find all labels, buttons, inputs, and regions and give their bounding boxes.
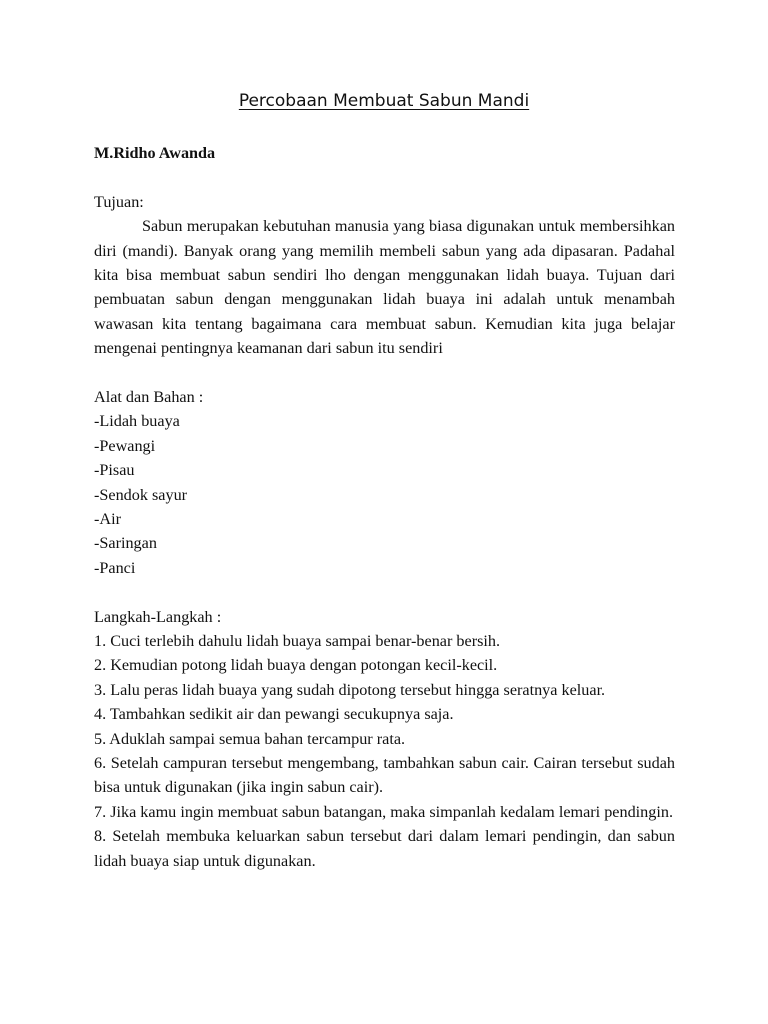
material-item: -Sendok sayur — [94, 485, 188, 504]
steps-heading: Langkah-Langkah : — [94, 607, 222, 626]
document-title-text: Percobaan Membuat Sabun Mandi — [238, 91, 530, 111]
document-title — [0, 88, 768, 114]
purpose-heading: Tujuan: — [94, 192, 144, 211]
step-item: 8. Setelah membuka keluarkan sabun tersebut dari dalam lemari pendingin, dan sabun lidah buaya siap untuk digunakan. — [94, 827, 675, 870]
step-item: 5. Aduklah sampai semua bahan tercampur rata. — [94, 729, 406, 748]
materials-heading: Alat dan Bahan : — [94, 388, 204, 406]
step-item: 1. Cuci terlebih dahulu lidah buaya sampai benar-benar bersih. — [94, 631, 501, 650]
step-item: 4. Tambahkan sedikit air dan pewangi secukupnya saja. — [94, 705, 454, 724]
purpose-paragraph: Sabun merupakan kebutuhan manusia yang biasa digunakan untuk membersihkan diri (mandi). Banyak orang yang memilih membeli sabun yang ada dipasaran. Padahal kita bisa membuat sabun sendiri lho dengan menggunakan lidah buaya. Tujuan dari pembuatan sabun dengan menggunakan lidah buaya ini adalah untuk menambah wawasan kita tentang bagaimana cara membuat sabun. Kemudian kita juga belajar mengenai pentingnya keamanan dari sabun itu sendiri — [94, 217, 675, 358]
material-item: -Pewangi — [94, 436, 156, 455]
material-item: -Pisau — [94, 461, 135, 480]
step-item: 3. Lalu peras lidah buaya yang sudah dipotong tersebut hingga seratnya keluar. — [94, 680, 606, 699]
spacer — [94, 580, 675, 604]
material-item: -Panci — [94, 558, 136, 577]
author-name: M.Ridho Awanda — [94, 144, 216, 162]
document-body — [94, 141, 675, 873]
step-item: 2. Kemudian potong lidah buaya dengan potongan kecil-kecil. — [94, 656, 498, 675]
material-item: -Lidah buaya — [94, 412, 180, 431]
material-item: -Saringan — [94, 534, 157, 553]
spacer — [94, 361, 675, 385]
step-item: 6. Setelah campuran tersebut mengembang, tambahkan sabun cair. Cairan tersebut sudah bisa untuk digunakan (jika ingin sabun cair). — [94, 753, 675, 797]
material-item: -Air — [94, 509, 121, 528]
spacer — [94, 165, 675, 189]
step-item: 7. Jika kamu ingin membuat sabun batangan, maka simpanlah kedalam lemari pendingin. — [94, 802, 674, 821]
